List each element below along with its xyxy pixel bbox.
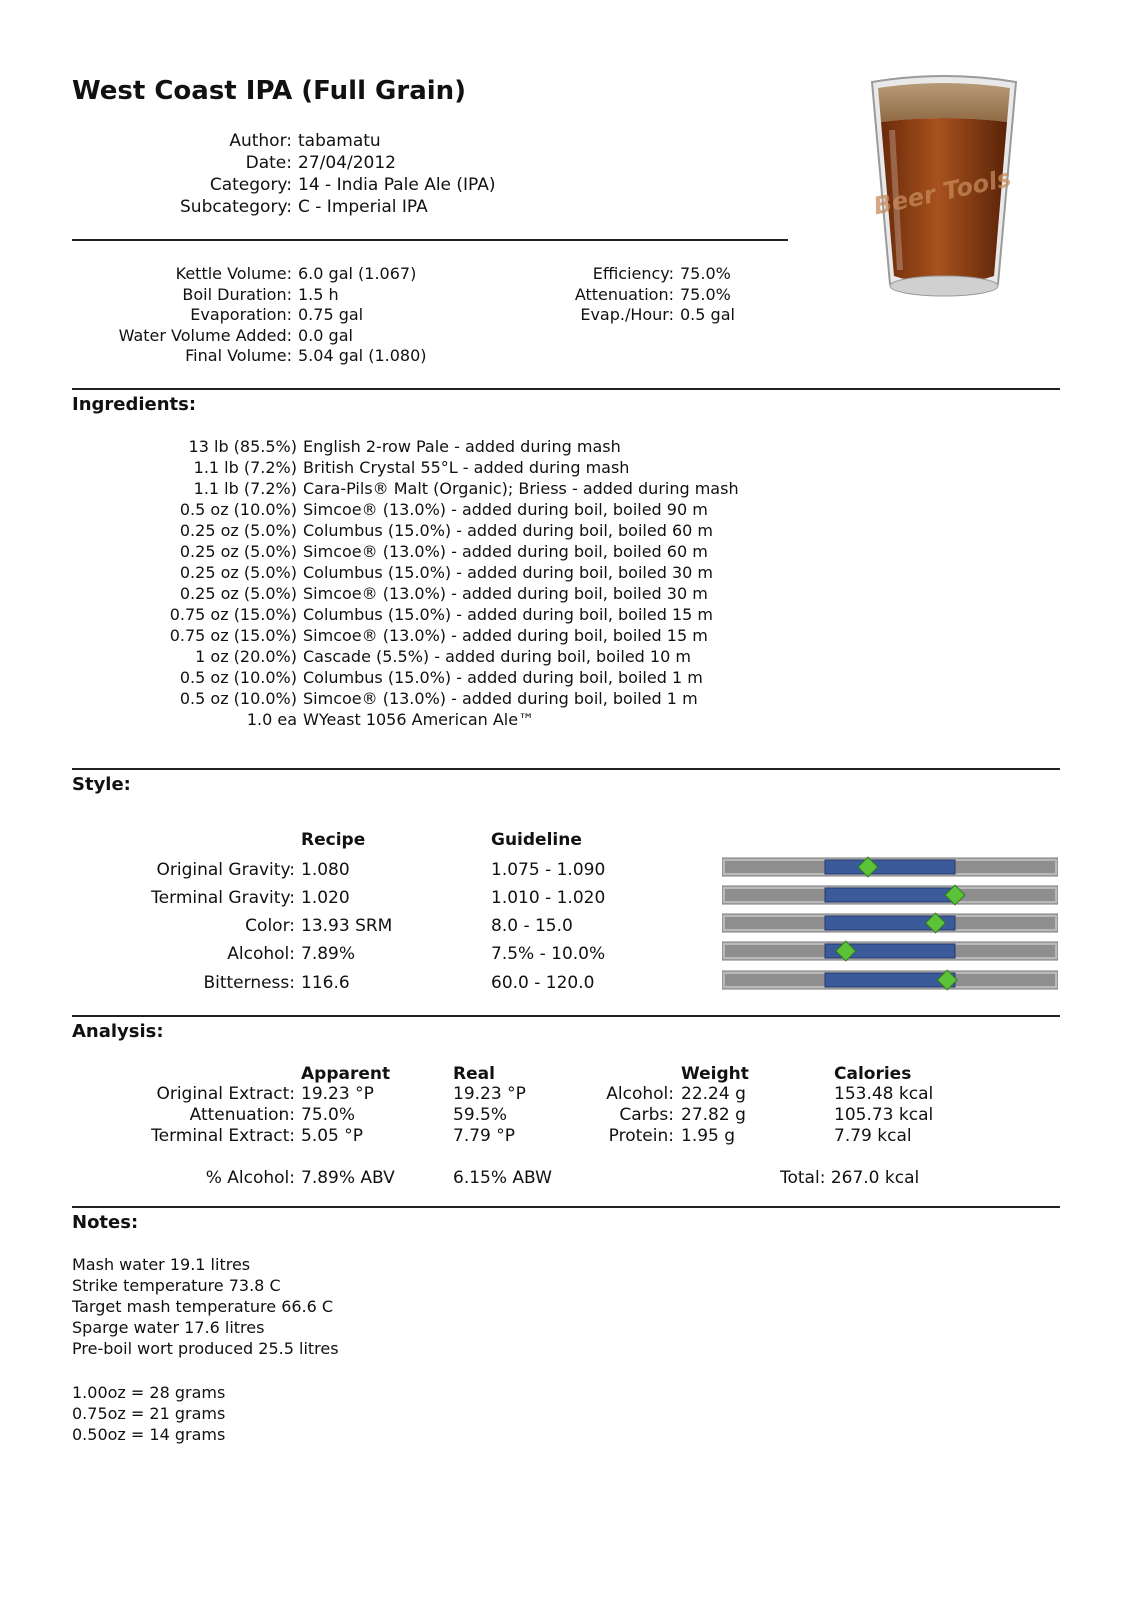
weight-label: Carbs: [619,1105,674,1125]
weight-value: 27.82 g [681,1105,746,1125]
list-item [72,646,739,667]
style-label: Terminal Gravity: [151,888,295,908]
abv-value: 7.89% ABV [301,1168,395,1188]
subcategory-label: Subcategory: [180,197,292,217]
style-range-bar [722,884,1058,906]
style-guideline-value: 1.010 - 1.020 [491,888,606,908]
list-item [72,520,739,541]
calories-column-header: Calories [834,1064,912,1084]
category-row [72,174,495,196]
list-item [72,478,739,499]
ingredient-amount: 0.75 oz (15.0%) [169,605,297,624]
weight-column-header: Weight [681,1064,749,1084]
calories-value: 153.48 kcal [834,1084,934,1104]
ingredient-amount: 1.0 ea [246,710,297,729]
subcategory-row [72,196,495,218]
style-recipe-value: 1.080 [301,860,350,880]
kettle-volume-row [72,264,427,285]
analysis-label: Attenuation: [189,1105,295,1125]
efficiency-value: 75.0% [680,264,731,283]
author-label: Author: [229,131,292,151]
ingredient-amount: 0.75 oz (15.0%) [169,626,297,645]
divider [72,768,1060,770]
date-row [72,152,495,174]
style-range-bar [722,856,1058,878]
note-line: Sparge water 17.6 litres [72,1318,265,1337]
evaporation-value: 0.75 gal [298,305,364,324]
ingredient-amount: 1.1 lb (7.2%) [193,479,297,498]
boil-duration-label: Boil Duration: [182,284,292,304]
ingredient-amount: 0.5 oz (10.0%) [179,500,297,519]
ingredient-amount: 0.5 oz (10.0%) [179,689,297,708]
list-item [72,499,739,520]
weight-value: 22.24 g [681,1084,746,1104]
list-item [72,688,739,709]
notes-block-1 [72,1254,339,1359]
ingredient-amount: 0.5 oz (10.0%) [179,668,297,687]
style-label: Original Gravity: [156,860,295,880]
water-added-row [72,326,427,347]
evaporation-row [72,305,427,326]
category-value: 14 - India Pale Ale (IPA) [298,175,496,195]
attenuation-label: Attenuation: [574,284,674,304]
note-line: 0.50oz = 14 grams [72,1425,226,1444]
author-row [72,130,495,152]
note-line: Mash water 19.1 litres [72,1255,251,1274]
style-recipe-value: 116.6 [301,973,350,993]
style-label: Color: [245,916,295,936]
ingredient-desc: Simcoe® (13.0%) - added during boil, boiled 30 m [303,584,708,603]
ingredient-desc: Columbus (15.0%) - added during boil, boiled 1 m [303,668,703,687]
efficiency-label: Efficiency: [592,264,674,283]
list-item [72,625,739,646]
evap-hour-value: 0.5 gal [680,305,735,324]
attenuation-row [540,285,735,306]
volumes-left [72,264,427,367]
ingredient-desc: British Crystal 55°L - added during mash [303,458,630,477]
ingredient-amount: 13 lb (85.5%) [188,437,297,456]
style-recipe-value: 7.89% [301,944,356,964]
ingredient-desc: Columbus (15.0%) - added during boil, boiled 30 m [303,563,713,582]
list-item [72,667,739,688]
final-volume-label: Final Volume: [185,346,292,365]
final-volume-value: 5.04 gal (1.080) [298,346,427,365]
style-label: Bitterness: [203,973,295,993]
weight-label: Protein: [608,1126,674,1146]
style-recipe-value: 13.93 SRM [301,916,393,936]
style-range-bar [722,940,1058,962]
guideline-column-header: Guideline [491,830,582,850]
style-recipe-value: 1.020 [301,888,350,908]
final-volume-row [72,346,427,367]
ingredient-desc: Simcoe® (13.0%) - added during boil, boiled 90 m [303,500,708,519]
real-column-header: Real [453,1064,495,1084]
ingredient-desc: Cascade (5.5%) - added during boil, boiled 10 m [303,647,691,666]
kettle-volume-label: Kettle Volume: [175,264,292,283]
calories-value: 7.79 kcal [834,1126,912,1146]
subcategory-value: C - Imperial IPA [298,197,428,217]
style-heading: Style: [72,774,131,795]
total-calories: Total: 267.0 kcal [780,1168,920,1188]
ingredient-desc: Simcoe® (13.0%) - added during boil, boiled 15 m [303,626,708,645]
ingredient-amount: 0.25 oz (5.0%) [179,584,297,603]
author-value: tabamatu [298,131,381,151]
list-item [72,562,739,583]
water-added-value: 0.0 gal [298,325,353,345]
date-label: Date: [245,153,292,173]
calories-value: 105.73 kcal [834,1105,934,1125]
style-label: Alcohol: [227,944,295,964]
notes-block-2 [72,1382,225,1445]
efficiency-row [540,264,735,285]
beer-glass-logo [866,70,1022,310]
note-line: 0.75oz = 21 grams [72,1404,226,1423]
category-label: Category: [209,175,292,195]
ingredients-list [72,436,739,730]
list-item [72,457,739,478]
list-item [72,436,739,457]
notes-heading: Notes: [72,1212,139,1233]
note-line: Strike temperature 73.8 C [72,1276,281,1295]
style-guideline-value: 7.5% - 10.0% [491,944,606,964]
evap-hour-label: Evap./Hour: [580,305,674,324]
apparent-value: 5.05 °P [301,1126,364,1146]
real-value: 7.79 °P [453,1126,516,1146]
ingredients-heading: Ingredients: [72,394,197,415]
water-added-label: Water Volume Added: [118,325,292,345]
analysis-heading: Analysis: [72,1021,164,1042]
list-item [72,541,739,562]
list-item [72,709,739,730]
alcohol-label: % Alcohol: [205,1168,295,1188]
divider [72,1015,1060,1017]
evaporation-label: Evaporation: [190,305,292,324]
list-item [72,583,739,604]
note-line: 1.00oz = 28 grams [72,1383,226,1402]
analysis-label: Terminal Extract: [151,1126,295,1146]
real-value: 19.23 °P [453,1084,526,1104]
attenuation-value: 75.0% [680,284,731,304]
ingredient-amount: 0.25 oz (5.0%) [179,542,297,561]
recipe-column-header: Recipe [301,830,366,850]
recipe-title: West Coast IPA (Full Grain) [72,76,467,106]
ingredient-desc: WYeast 1056 American Ale™ [303,710,535,729]
analysis-label: Original Extract: [156,1084,295,1104]
evap-hour-row [540,305,735,326]
ingredient-amount: 1 oz (20.0%) [195,647,297,666]
ingredient-desc: Simcoe® (13.0%) - added during boil, boiled 60 m [303,542,708,561]
real-value: 59.5% [453,1105,508,1125]
list-item [72,604,739,625]
date-value: 27/04/2012 [298,153,396,173]
kettle-volume-value: 6.0 gal (1.067) [298,264,417,283]
ingredient-desc: Columbus (15.0%) - added during boil, boiled 15 m [303,605,713,624]
volumes-right [540,264,735,326]
apparent-value: 19.23 °P [301,1084,374,1104]
weight-value: 1.95 g [681,1126,736,1146]
ingredient-desc: English 2-row Pale - added during mash [303,437,621,456]
ingredient-amount: 0.25 oz (5.0%) [179,563,297,582]
abw-value: 6.15% ABW [453,1168,552,1188]
boil-duration-row [72,285,427,306]
divider [72,239,788,241]
style-guideline-value: 60.0 - 120.0 [491,973,595,993]
style-guideline-value: 1.075 - 1.090 [491,860,606,880]
ingredient-desc: Cara-Pils® Malt (Organic); Briess - added during mash [303,479,739,498]
logo-text: Beer Tools [871,163,1014,221]
divider [72,1206,1060,1208]
boil-duration-value: 1.5 h [298,284,339,304]
style-range-bar [722,969,1058,991]
header-info [72,130,495,218]
note-line: Target mash temperature 66.6 C [72,1297,334,1316]
style-guideline-value: 8.0 - 15.0 [491,916,573,936]
ingredient-amount: 0.25 oz (5.0%) [179,521,297,540]
divider [72,388,1060,390]
apparent-value: 75.0% [301,1105,356,1125]
apparent-column-header: Apparent [301,1064,391,1084]
weight-label: Alcohol: [606,1084,674,1104]
note-line: Pre-boil wort produced 25.5 litres [72,1339,339,1358]
ingredient-amount: 1.1 lb (7.2%) [193,458,297,477]
ingredient-desc: Columbus (15.0%) - added during boil, boiled 60 m [303,521,713,540]
style-range-bar [722,912,1058,934]
ingredient-desc: Simcoe® (13.0%) - added during boil, boiled 1 m [303,689,698,708]
